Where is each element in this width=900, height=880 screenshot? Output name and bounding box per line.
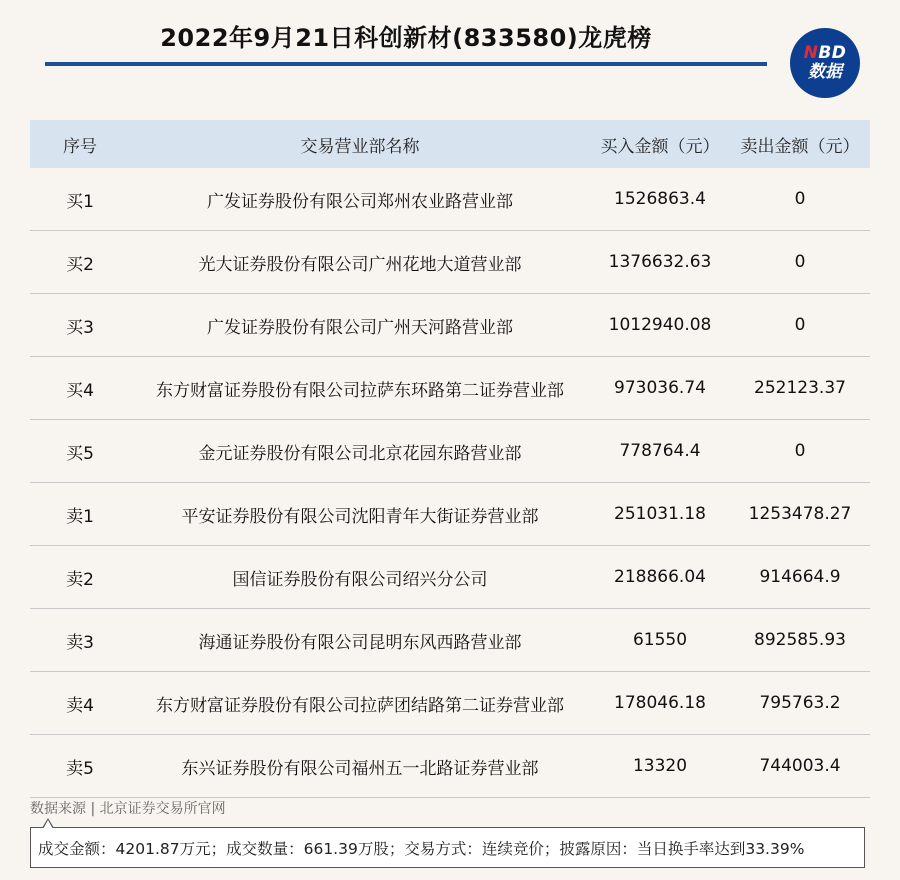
cell-sell: 252123.37 <box>730 357 870 420</box>
title-underline <box>45 62 767 66</box>
cell-sell: 795763.2 <box>730 672 870 735</box>
cell-branch: 平安证券股份有限公司沈阳青年大街证券营业部 <box>130 483 590 546</box>
note-caret-fill <box>43 820 53 829</box>
nbd-logo: NBD 数据 <box>790 28 860 98</box>
cell-sell: 0 <box>730 294 870 357</box>
cell-branch: 海通证券股份有限公司昆明东风西路营业部 <box>130 609 590 672</box>
cell-seq: 买4 <box>30 357 130 420</box>
cell-buy: 1376632.63 <box>590 231 730 294</box>
cell-seq: 卖4 <box>30 672 130 735</box>
cell-buy: 1526863.4 <box>590 168 730 231</box>
cell-branch: 东方财富证券股份有限公司拉萨团结路第二证券营业部 <box>130 672 590 735</box>
cell-seq: 买3 <box>30 294 130 357</box>
trading-summary-text: 成交金额：4201.87万元；成交数量：661.39万股；交易方式：连续竞价；披露原因：当日换手率达到33.39% <box>38 839 805 858</box>
cell-sell: 1253478.27 <box>730 483 870 546</box>
cell-sell: 0 <box>730 420 870 483</box>
table-row <box>30 168 870 231</box>
cell-branch: 金元证券股份有限公司北京花园东路营业部 <box>130 420 590 483</box>
data-source: 数据来源 | 北京证券交易所官网 <box>30 801 226 817</box>
table-row <box>30 546 870 609</box>
cell-buy: 61550 <box>590 609 730 672</box>
header-seq: 序号 <box>63 136 97 157</box>
cell-branch: 东兴证券股份有限公司福州五一北路证券营业部 <box>130 735 590 798</box>
table-row <box>30 231 870 294</box>
table-row <box>30 483 870 546</box>
table-row <box>30 672 870 735</box>
cell-sell: 892585.93 <box>730 609 870 672</box>
cell-sell: 744003.4 <box>730 735 870 798</box>
cell-seq: 卖1 <box>30 483 130 546</box>
cell-buy: 13320 <box>590 735 730 798</box>
table-row <box>30 609 870 672</box>
table-header-row <box>30 120 870 168</box>
cell-branch: 光大证券股份有限公司广州花地大道营业部 <box>130 231 590 294</box>
cell-branch: 东方财富证券股份有限公司拉萨东环路第二证券营业部 <box>130 357 590 420</box>
header-buy: 买入金额（元） <box>600 136 720 157</box>
table-row <box>30 420 870 483</box>
cell-seq: 卖2 <box>30 546 130 609</box>
cell-buy: 1012940.08 <box>590 294 730 357</box>
page-title: 2022年9月21日科创新材(833580)龙虎榜 <box>160 24 652 52</box>
table-row <box>30 735 870 798</box>
header-sell: 卖出金额（元） <box>740 136 860 157</box>
cell-branch: 广发证券股份有限公司郑州农业路营业部 <box>130 168 590 231</box>
cell-sell: 0 <box>730 231 870 294</box>
table-row <box>30 294 870 357</box>
cell-sell: 0 <box>730 168 870 231</box>
cell-seq: 卖3 <box>30 609 130 672</box>
cell-seq: 买2 <box>30 231 130 294</box>
cell-buy: 178046.18 <box>590 672 730 735</box>
header-branch: 交易营业部名称 <box>300 136 420 157</box>
cell-seq: 卖5 <box>30 735 130 798</box>
cell-buy: 973036.74 <box>590 357 730 420</box>
cell-buy: 778764.4 <box>590 420 730 483</box>
cell-seq: 买1 <box>30 168 130 231</box>
trading-summary-note <box>30 827 865 868</box>
cell-seq: 买5 <box>30 420 130 483</box>
cell-buy: 251031.18 <box>590 483 730 546</box>
ranking-table <box>30 120 870 798</box>
cell-buy: 218866.04 <box>590 546 730 609</box>
cell-branch: 国信证券股份有限公司绍兴分公司 <box>130 546 590 609</box>
table-row <box>30 357 870 420</box>
cell-branch: 广发证券股份有限公司广州天河路营业部 <box>130 294 590 357</box>
cell-sell: 914664.9 <box>730 546 870 609</box>
